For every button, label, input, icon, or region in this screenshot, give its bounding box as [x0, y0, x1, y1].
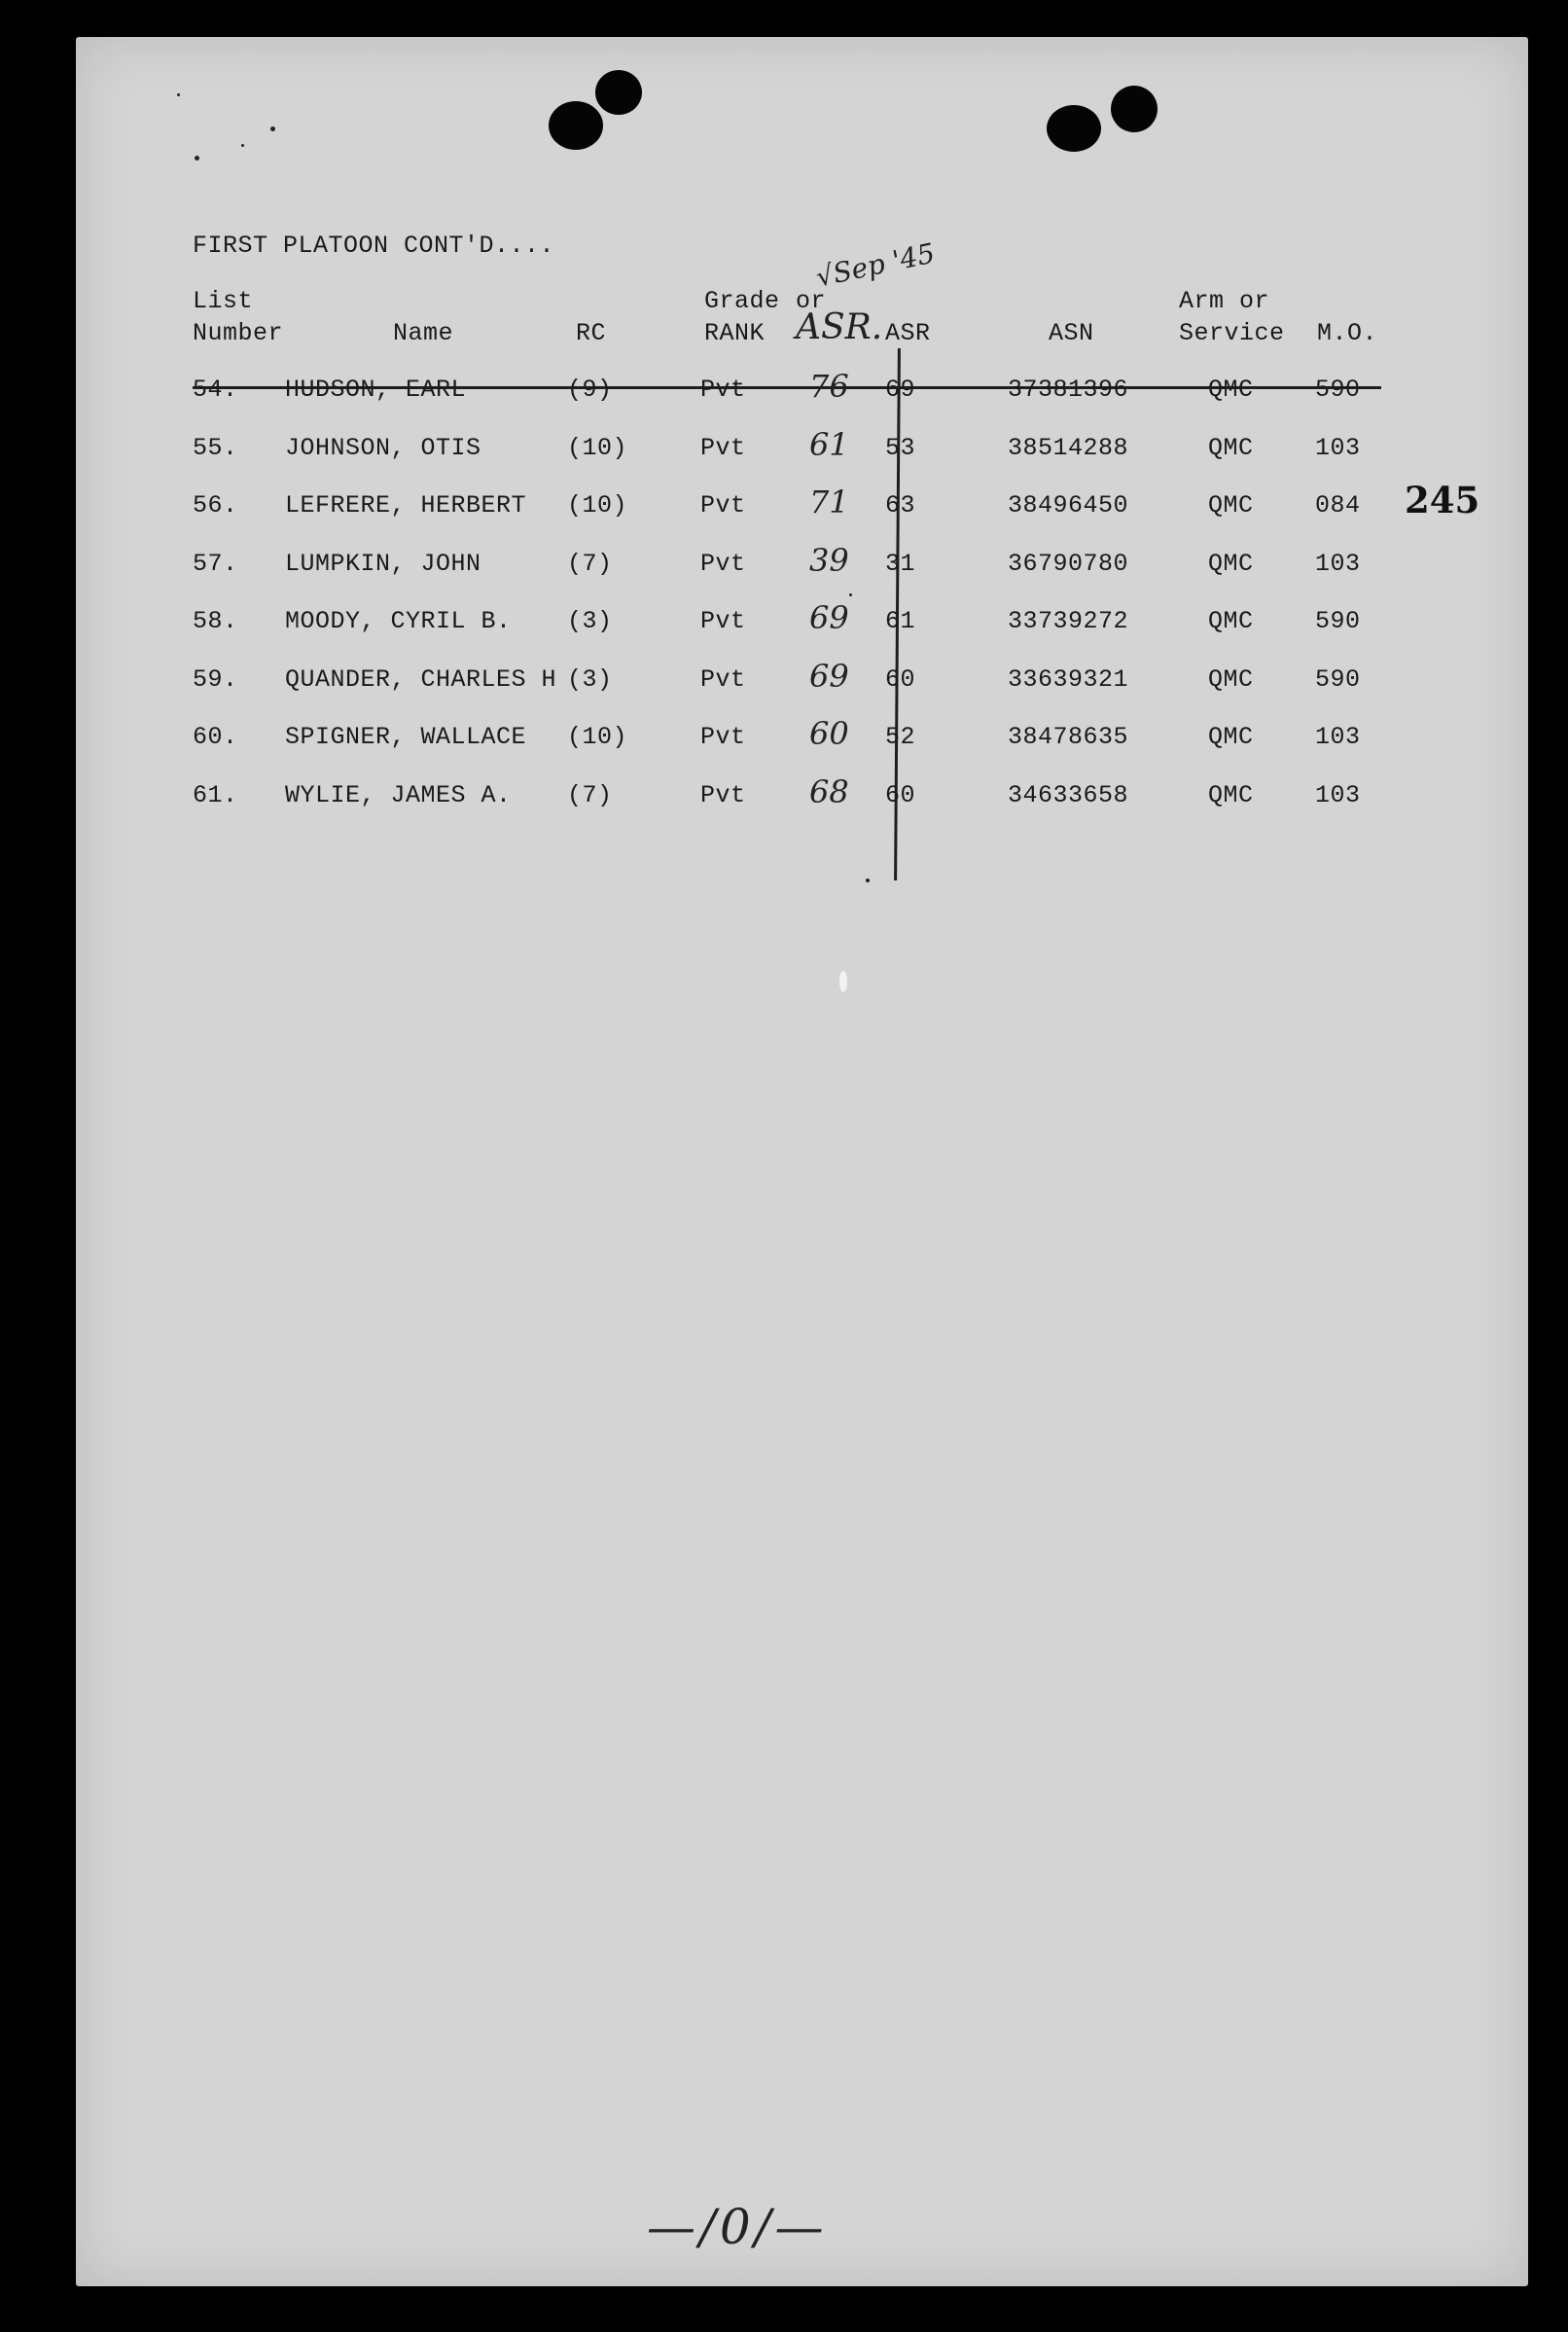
row-asn: 38478635 — [1008, 723, 1129, 751]
row-rc: (9) — [567, 376, 613, 404]
header-list-line2: Number — [193, 319, 284, 347]
row-name: JOHNSON, OTIS — [285, 433, 481, 462]
table-row — [76, 657, 1528, 704]
row-mo: 103 — [1315, 549, 1361, 578]
row-name: MOODY, CYRIL B. — [285, 607, 512, 635]
page-stamp: 245 — [1405, 479, 1480, 521]
row-arm-service: QMC — [1208, 433, 1254, 462]
row-asr: 61 — [885, 607, 916, 635]
row-asr: 60 — [885, 780, 916, 809]
row-rank: Pvt — [700, 491, 746, 520]
row-arm-service: QMC — [1208, 607, 1254, 635]
row-rank: Pvt — [700, 549, 746, 578]
section-title: FIRST PLATOON CONT'D.... — [193, 232, 555, 260]
row-asr-handwritten: 71 — [809, 484, 849, 520]
row-rc: (3) — [567, 607, 613, 635]
row-name: WYLIE, JAMES A. — [285, 780, 512, 809]
date-annotation: √Sep '45 — [812, 236, 938, 294]
row-arm-service: QMC — [1208, 376, 1254, 404]
row-asn: 38514288 — [1008, 433, 1129, 462]
row-asn: 33739272 — [1008, 607, 1129, 635]
header-grade-line2: RANK — [704, 319, 766, 347]
header-arm-line1: Arm or — [1179, 287, 1270, 315]
row-rank: Pvt — [700, 723, 746, 751]
header-name: Name — [393, 319, 454, 347]
row-mo: 590 — [1315, 664, 1361, 694]
row-name: LEFRERE, HERBERT — [285, 491, 527, 520]
row-mo: 103 — [1315, 780, 1361, 809]
row-asn: 33639321 — [1008, 664, 1129, 694]
row-name: HUDSON, EARL — [285, 376, 467, 404]
row-asr: 60 — [885, 664, 916, 694]
row-rc: (7) — [567, 549, 613, 578]
table-row — [76, 541, 1528, 589]
table-row — [76, 368, 1528, 414]
row-number: 59. — [193, 664, 238, 694]
header-asn: ASN — [1049, 319, 1094, 347]
row-name: LUMPKIN, JOHN — [285, 549, 481, 578]
row-asr-handwritten: 76 — [809, 368, 849, 405]
punch-hole-right-a — [1047, 105, 1101, 152]
row-asr-handwritten: 69 — [809, 599, 849, 636]
row-number: 54. — [193, 376, 238, 404]
row-asr: 31 — [885, 549, 916, 578]
speck — [195, 156, 199, 161]
row-number: 55. — [193, 433, 238, 462]
row-asn: 36790780 — [1008, 549, 1129, 578]
row-arm-service: QMC — [1208, 780, 1254, 809]
row-mo: 084 — [1315, 491, 1361, 520]
speck — [270, 126, 275, 131]
speck — [241, 144, 244, 147]
row-asr-handwritten: 68 — [809, 772, 849, 810]
footer-page-number: —/0/— — [647, 2199, 828, 2255]
row-number: 57. — [193, 549, 238, 578]
table-row — [76, 715, 1528, 762]
row-asr-handwritten: 39 — [809, 541, 849, 579]
speck — [177, 93, 180, 96]
row-arm-service: QMC — [1208, 491, 1254, 520]
row-asr-handwritten: 69 — [809, 657, 849, 695]
speck — [866, 879, 870, 882]
header-rc: RC — [576, 319, 607, 347]
row-asr: 69 — [885, 376, 916, 404]
speck — [849, 593, 852, 596]
speck — [839, 971, 847, 992]
header-asr: ASR — [885, 319, 931, 347]
row-number: 58. — [193, 607, 238, 635]
row-rank: Pvt — [700, 607, 746, 635]
row-number: 60. — [193, 723, 238, 751]
row-mo: 590 — [1315, 607, 1361, 635]
header-mo: M.O. — [1317, 319, 1378, 347]
header-grade-or: or — [796, 287, 827, 315]
row-asr-handwritten: 61 — [809, 425, 849, 463]
row-rc: (10) — [567, 491, 628, 520]
row-rc: (3) — [567, 664, 613, 694]
punch-hole-right-b — [1111, 86, 1158, 132]
row-rc: (7) — [567, 780, 613, 809]
row-rank: Pvt — [700, 664, 746, 694]
header-asr-handwritten: ASR. — [796, 307, 883, 347]
row-rank: Pvt — [700, 376, 746, 404]
row-arm-service: QMC — [1208, 664, 1254, 694]
row-asr: 52 — [885, 723, 916, 751]
row-asr: 53 — [885, 433, 916, 462]
header-grade-line1: Grade — [704, 287, 780, 315]
row-mo: 103 — [1315, 433, 1361, 462]
row-asr: 63 — [885, 491, 916, 520]
row-asn: 38496450 — [1008, 491, 1129, 520]
row-rank: Pvt — [700, 433, 746, 462]
row-number: 56. — [193, 491, 238, 520]
table-row — [76, 772, 1528, 820]
row-rc: (10) — [567, 433, 628, 462]
header-list-line1: List — [193, 287, 254, 315]
table-row — [76, 484, 1528, 530]
row-rc: (10) — [567, 723, 628, 751]
row-arm-service: QMC — [1208, 549, 1254, 578]
row-arm-service: QMC — [1208, 723, 1254, 751]
punch-hole-left-a — [549, 101, 603, 150]
row-mo: 590 — [1315, 376, 1361, 404]
row-rank: Pvt — [700, 780, 746, 809]
punch-hole-left-b — [595, 70, 642, 115]
row-name: QUANDER, CHARLES H — [285, 664, 557, 694]
row-number: 61. — [193, 780, 238, 809]
row-asn: 37381396 — [1008, 376, 1129, 404]
table-row — [76, 599, 1528, 646]
document-page — [76, 37, 1528, 2286]
header-arm-line2: Service — [1179, 319, 1285, 347]
row-asn: 34633658 — [1008, 780, 1129, 809]
row-mo: 103 — [1315, 723, 1361, 751]
table-row — [76, 425, 1528, 473]
row-name: SPIGNER, WALLACE — [285, 723, 527, 751]
row-asr-handwritten: 60 — [809, 715, 849, 752]
